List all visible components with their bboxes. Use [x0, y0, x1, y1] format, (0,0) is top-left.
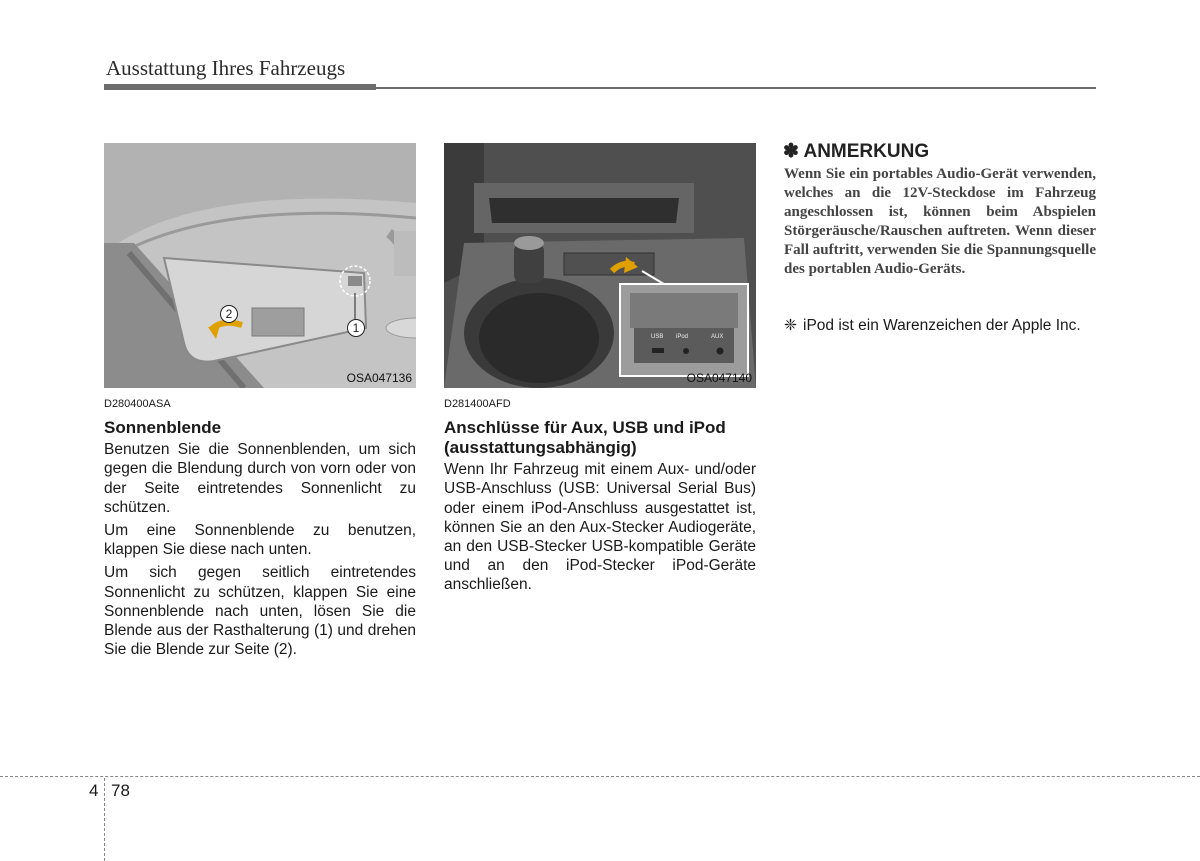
figure-code: OSA047140 [686, 371, 752, 385]
footer-rule [0, 776, 1200, 777]
paragraph: Um sich gegen seitlich eintretendes Sonnenlicht zu schützen, klappen Sie eine Sonnenblende nach unten, lösen Sie die Blende aus der Rasthalterung (1) und drehen Sie die Blende zur Seite (2). [104, 564, 416, 659]
page-header-title: Ausstattung Ihres Fahrzeugs [106, 56, 346, 80]
port-label-ipod: iPod [676, 334, 689, 340]
section-title: Anschlüsse für Aux, USB und iPod (ausstattungsabhängig) [444, 418, 726, 458]
section-aux-usb-ipod [444, 395, 756, 599]
reference-code: D280400ASA [104, 398, 171, 410]
figure-code: OSA047136 [346, 371, 412, 385]
trademark-symbol: ❈ [784, 317, 797, 334]
reference-code: D281400AFD [444, 398, 511, 410]
chapter-number: 4 [89, 781, 99, 800]
note-body: Wenn Sie ein portables Audio-Gerät verwenden, welches an die 12V-Steckdose im Fahrzeug angeschlossen ist, können beim Abspielen Störgeräusche/Rauschen auftreten. Wenn dieser Fall auftritt, verwenden Sie die Spannungsquelle des portablen Audio-Geräts. [784, 166, 1096, 277]
note-heading: ✽ ANMERKUNG [783, 141, 930, 162]
paragraph: Wenn Ihr Fahrzeug mit einem Aux- und/oder USB-Anschluss (USB: Universal Serial Bus) oder einem iPod-Anschluss ausgestattet ist, können Sie an den Aux-Stecker Audiogeräte, an den USB-Stecker USB-kompatible Geräte und an den iPod-Stecker iPod-Geräte anschließen. [444, 461, 756, 594]
footer-vertical-rule [104, 778, 105, 861]
paragraph: Um eine Sonnenblende zu benutzen, klappen Sie diese nach unten. [104, 522, 416, 559]
trademark-note [784, 316, 1096, 336]
header-rule-thin [376, 87, 1096, 89]
page-number: 78 [111, 781, 130, 800]
trademark-text: iPod ist ein Warenzeichen der Apple Inc. [803, 317, 1081, 334]
callout-marker-1: 1 [347, 319, 365, 337]
section-title: Sonnenblende [104, 418, 222, 438]
paragraph: Benutzen Sie die Sonnenblenden, um sich gegen die Blendung durch von vorn oder von der Seite eintretendes Sonnenlicht zu schützen. [104, 441, 416, 516]
sun-visor-illustration [104, 143, 416, 388]
callout-marker-2: 2 [220, 305, 238, 323]
port-label-aux: AUX [711, 334, 724, 340]
port-label-usb: USB [651, 334, 664, 340]
aux-usb-ipod-illustration [444, 143, 756, 388]
header-rule-thick [104, 84, 376, 90]
section-sun-visor [104, 395, 416, 663]
